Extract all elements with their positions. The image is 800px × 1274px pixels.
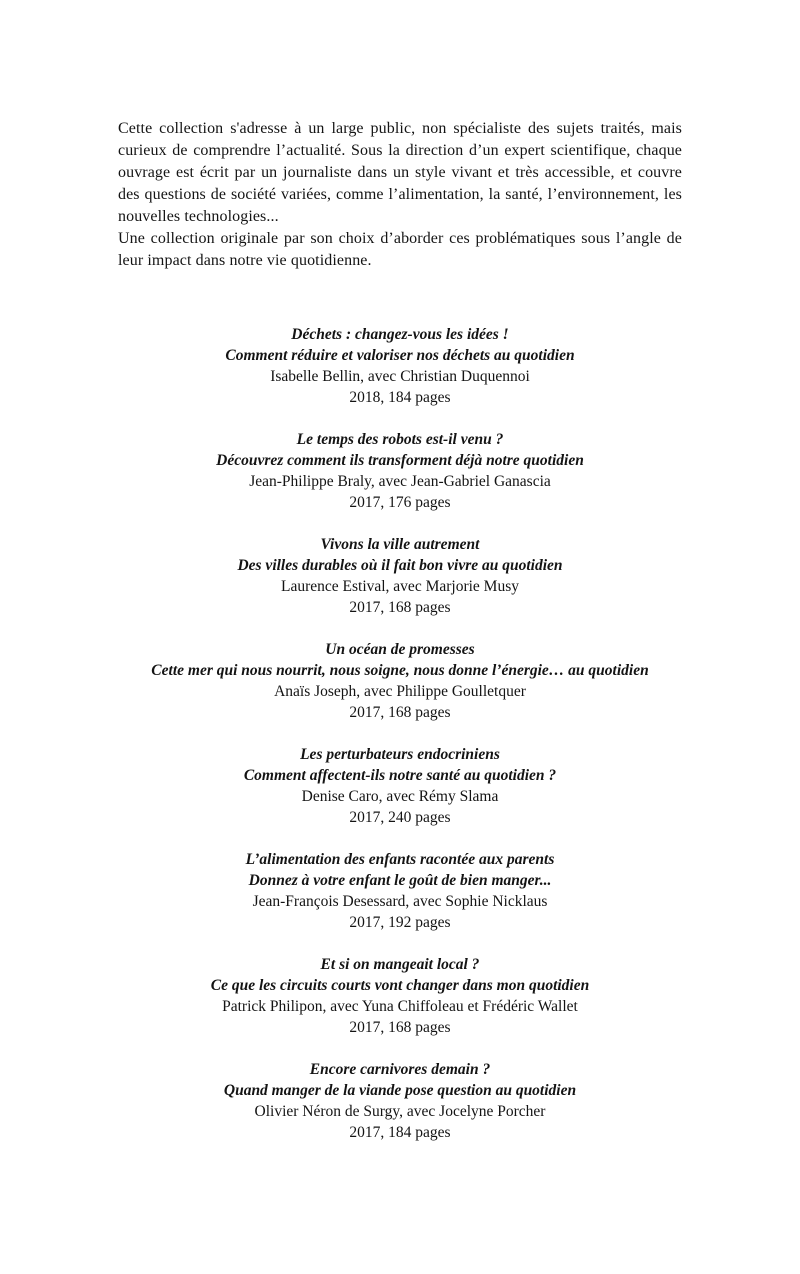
- book-subtitle: Cette mer qui nous nourrit, nous soigne, nous donne l’énergie… au quotidien: [151, 662, 649, 679]
- book-subtitle: Comment réduire et valoriser nos déchets au quotidien: [225, 347, 575, 364]
- book-title: Encore carnivores demain ?: [309, 1061, 491, 1078]
- book-entry: [118, 639, 682, 723]
- book-meta: 2017, 192 pages: [349, 914, 451, 931]
- book-authors: Olivier Néron de Surgy, avec Jocelyne Porcher: [254, 1103, 546, 1120]
- book-authors: Isabelle Bellin, avec Christian Duquennoi: [270, 368, 530, 385]
- book-subtitle: Ce que les circuits courts vont changer dans mon quotidien: [210, 977, 590, 994]
- intro-paragraph-1: Cette collection s'adresse à un large public, non spécialiste des sujets traités, mais curieux de comprendre l’actualité. Sous la direction d’un expert scientifique, chaque ouvrage est écrit par un journaliste dans un style vivant et très accessible, et couvre des questions de société variées, comme l’alimentation, la santé, l’environnement, les nouvelles technologies...: [118, 120, 682, 225]
- book-authors: Laurence Estival, avec Marjorie Musy: [280, 578, 519, 595]
- book-entry: [118, 429, 682, 513]
- book-subtitle: Donnez à votre enfant le goût de bien manger...: [248, 872, 552, 889]
- book-entry: [118, 534, 682, 618]
- book-subtitle: Quand manger de la viande pose question au quotidien: [223, 1082, 577, 1099]
- book-title: Déchets : changez-vous les idées !: [291, 326, 509, 343]
- book-meta: 2017, 168 pages: [349, 599, 451, 616]
- book-list: [118, 324, 682, 1143]
- book-authors: Denise Caro, avec Rémy Slama: [301, 788, 499, 805]
- book-meta: 2017, 168 pages: [349, 704, 451, 721]
- book-meta: 2018, 184 pages: [349, 389, 451, 406]
- collection-intro: [118, 118, 682, 272]
- book-meta: 2017, 184 pages: [349, 1124, 451, 1141]
- book-authors: Jean-François Desessard, avec Sophie Nicklaus: [252, 893, 548, 910]
- book-title: Un océan de promesses: [325, 641, 475, 658]
- book-authors: Patrick Philipon, avec Yuna Chiffoleau et Frédéric Wallet: [222, 998, 578, 1015]
- book-subtitle: Des villes durables où il fait bon vivre au quotidien: [237, 557, 563, 574]
- book-meta: 2017, 168 pages: [349, 1019, 451, 1036]
- book-title: L’alimentation des enfants racontée aux parents: [245, 851, 555, 868]
- book-entry: [118, 954, 682, 1038]
- book-entry: [118, 744, 682, 828]
- book-title: Le temps des robots est-il venu ?: [296, 431, 504, 448]
- book-meta: 2017, 240 pages: [349, 809, 451, 826]
- book-subtitle: Découvrez comment ils transforment déjà notre quotidien: [216, 452, 584, 469]
- book-entry: [118, 849, 682, 933]
- book-meta: 2017, 176 pages: [349, 494, 451, 511]
- book-entry: [118, 324, 682, 408]
- book-title: Les perturbateurs endocriniens: [300, 746, 500, 763]
- book-authors: Jean-Philippe Braly, avec Jean-Gabriel Ganascia: [249, 473, 551, 490]
- intro-paragraph-2: Une collection originale par son choix d’aborder ces problématiques sous l’angle de leur impact dans notre vie quotidienne.: [118, 230, 682, 269]
- book-title: Et si on mangeait local ?: [320, 956, 480, 973]
- book-title: Vivons la ville autrement: [320, 536, 480, 553]
- book-subtitle: Comment affectent-ils notre santé au quotidien ?: [243, 767, 557, 784]
- book-authors: Anaïs Joseph, avec Philippe Goulletquer: [274, 683, 526, 700]
- book-entry: [118, 1059, 682, 1143]
